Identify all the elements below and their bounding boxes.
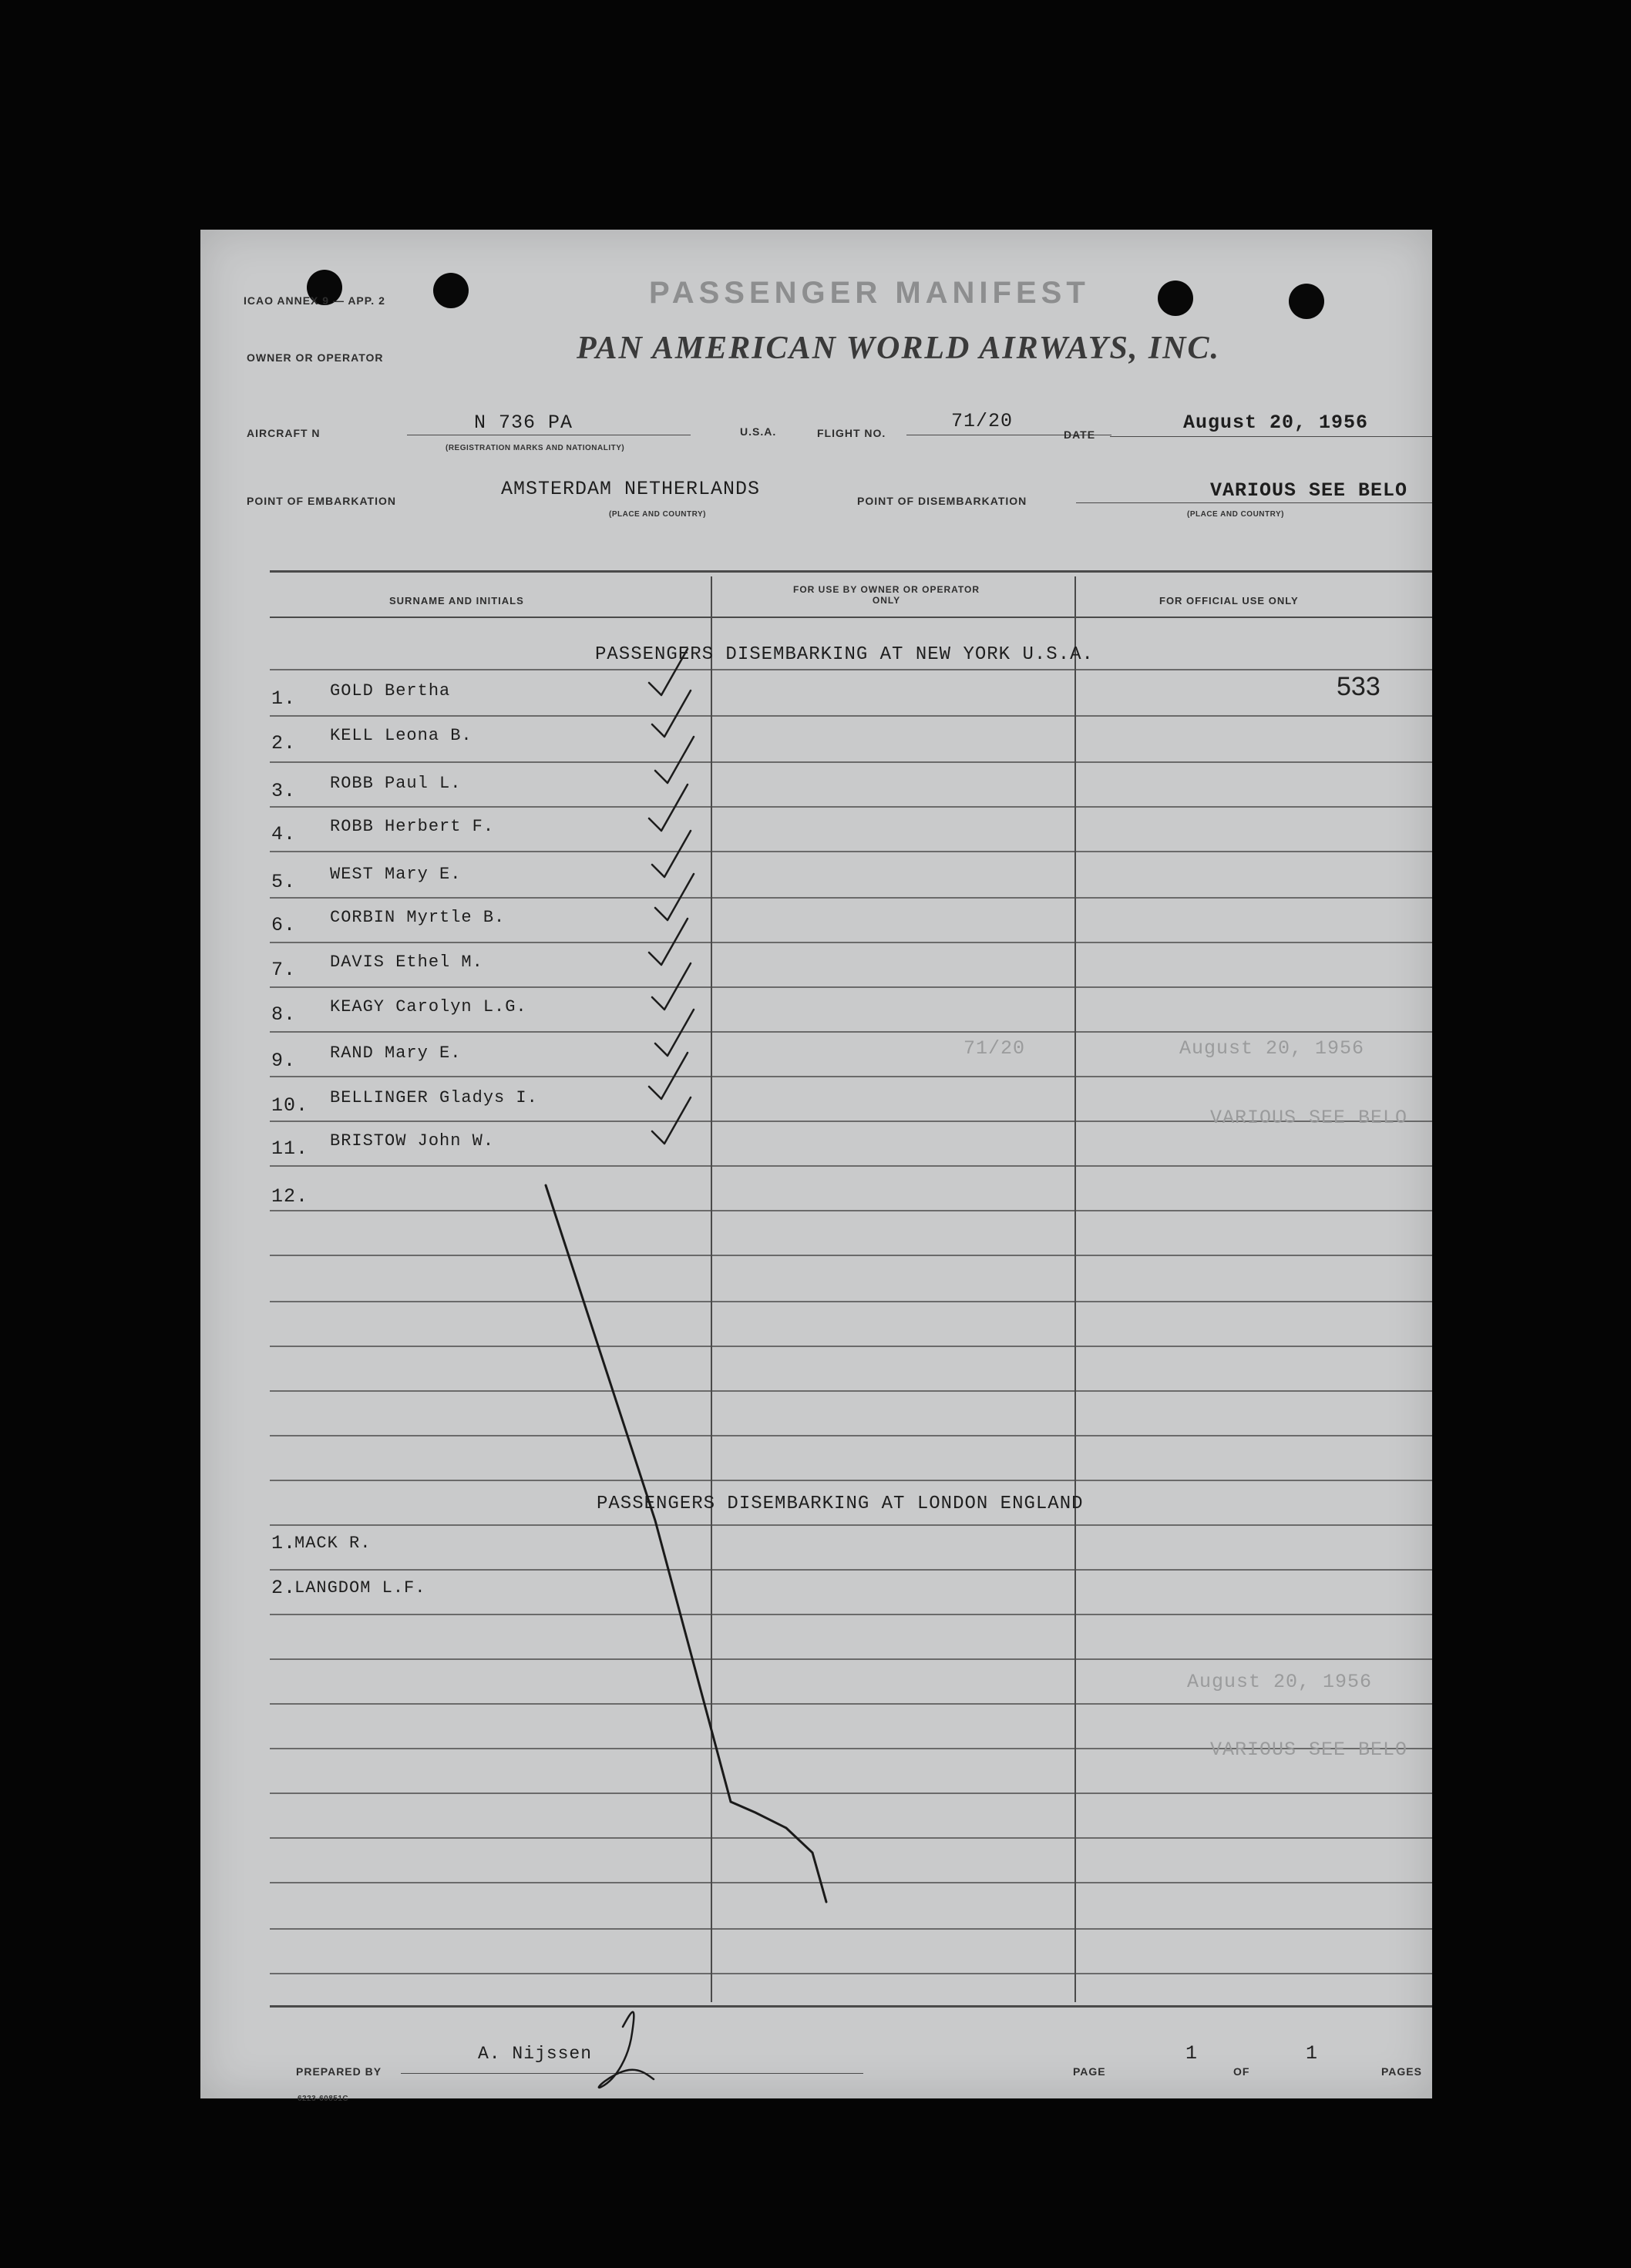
cancellation-stroke	[546, 1185, 826, 1902]
country-label: U.S.A.	[740, 425, 777, 438]
date-label: DATE	[1064, 428, 1096, 441]
prepared-by-name: A. Nijssen	[478, 2044, 593, 2064]
passenger-name: BELLINGER Gladys I.	[330, 1088, 538, 1107]
passenger-name: CORBIN Myrtle B.	[330, 908, 506, 927]
flight-label: FLIGHT NO.	[817, 427, 886, 439]
passenger-number: 9.	[271, 1050, 297, 1072]
aircraft-registration: N 736 PA	[474, 412, 573, 434]
place-note: (PLACE AND COUNTRY)	[1187, 510, 1284, 519]
checkmark-icon	[649, 785, 688, 831]
embarkation-label: POINT OF EMBARKATION	[247, 495, 396, 507]
checkmark-icon	[652, 963, 691, 1010]
checkmark-icon	[655, 1010, 694, 1056]
of-label: OF	[1233, 2065, 1250, 2078]
passenger-name: BRISTOW John W.	[330, 1131, 495, 1151]
passenger-name: MACK R.	[294, 1534, 372, 1553]
passenger-name: KELL Leona B.	[330, 726, 472, 745]
passenger-number: 11.	[271, 1137, 309, 1160]
disembarkation-place: VARIOUS SEE BELO	[1210, 479, 1408, 502]
passenger-name: ROBB Paul L.	[330, 774, 462, 793]
flight-number: 71/20	[951, 410, 1014, 432]
passenger-name: LANGDOM L.F.	[294, 1578, 426, 1598]
flight-date: August 20, 1956	[1183, 412, 1369, 434]
passenger-number: 4.	[271, 823, 297, 845]
section-heading-new-york: PASSENGERS DISEMBARKING AT NEW YORK U.S.A.	[595, 644, 1094, 665]
passenger-name: RAND Mary E.	[330, 1043, 462, 1063]
passenger-name: GOLD Bertha	[330, 681, 451, 701]
passenger-number: 6.	[271, 914, 297, 936]
passenger-number: 5.	[271, 871, 297, 893]
owner-label: OWNER OR OPERATOR	[247, 351, 384, 364]
checkmark-icon	[652, 690, 691, 737]
passenger-number: 8.	[271, 1003, 297, 1026]
passenger-number: 1.	[271, 1532, 297, 1554]
column-surname: SURNAME AND INITIALS	[389, 595, 524, 606]
column-owner: FOR USE BY OWNER OR OPERATOR ONLY	[792, 584, 980, 606]
pages-label: PAGES	[1381, 2065, 1422, 2078]
disembarkation-label: POINT OF DISEMBARKATION	[857, 495, 1027, 507]
page-title: PASSENGER MANIFEST	[649, 276, 1090, 310]
page-label: PAGE	[1073, 2065, 1106, 2078]
signature-mark	[599, 2012, 654, 2088]
page-count: 1	[1306, 2042, 1319, 2065]
passenger-number: 10.	[271, 1094, 309, 1117]
bleed-through-text: August 20, 1956	[1187, 1671, 1373, 1693]
passenger-number: 2.	[271, 1577, 297, 1599]
operator-name: PAN AMERICAN WORLD AIRWAYS, INC.	[577, 331, 1221, 366]
checkmark-icon	[649, 1053, 688, 1099]
passenger-number: 1.	[271, 687, 297, 710]
embarkation-place: AMSTERDAM NETHERLANDS	[501, 478, 761, 500]
column-official: FOR OFFICIAL USE ONLY	[1159, 595, 1299, 606]
checkmark-icon	[655, 737, 694, 783]
passenger-name: KEAGY Carolyn L.G.	[330, 997, 527, 1016]
passenger-number: 3.	[271, 780, 297, 802]
official-stamp-number: 533	[1337, 672, 1380, 701]
manifest-sheet	[200, 230, 1432, 2103]
bleed-through-text: 71/20	[963, 1037, 1026, 1060]
aircraft-label: AIRCRAFT N	[247, 427, 321, 439]
handwriting-overlay	[200, 230, 1432, 2098]
passenger-number: 2.	[271, 732, 297, 754]
checkmark-icon	[652, 1097, 691, 1144]
place-note: (PLACE AND COUNTRY)	[609, 510, 706, 519]
bleed-through-text: VARIOUS SEE BELO	[1210, 1739, 1408, 1761]
prepared-by-label: PREPARED BY	[296, 2065, 382, 2078]
print-code: 6223-60851C	[298, 2095, 349, 2103]
checkmark-icon	[652, 831, 691, 877]
page-number: 1	[1185, 2042, 1199, 2065]
checkmark-icon	[655, 874, 694, 920]
passenger-number: 7.	[271, 959, 297, 981]
passenger-number: 12.	[271, 1185, 309, 1208]
form-id: ICAO ANNEX 9 — APP. 2	[244, 294, 385, 307]
passenger-name: DAVIS Ethel M.	[330, 953, 483, 972]
checkmark-icon	[649, 649, 688, 695]
passenger-name: WEST Mary E.	[330, 865, 462, 884]
registration-note: (REGISTRATION MARKS AND NATIONALITY)	[446, 444, 625, 452]
bleed-through-text: VARIOUS SEE BELO	[1210, 1107, 1408, 1129]
bleed-through-text: August 20, 1956	[1179, 1037, 1365, 1060]
section-heading-london: PASSENGERS DISEMBARKING AT LONDON ENGLAND	[597, 1494, 1084, 1514]
checkmark-icon	[649, 919, 688, 965]
passenger-name: ROBB Herbert F.	[330, 817, 495, 836]
